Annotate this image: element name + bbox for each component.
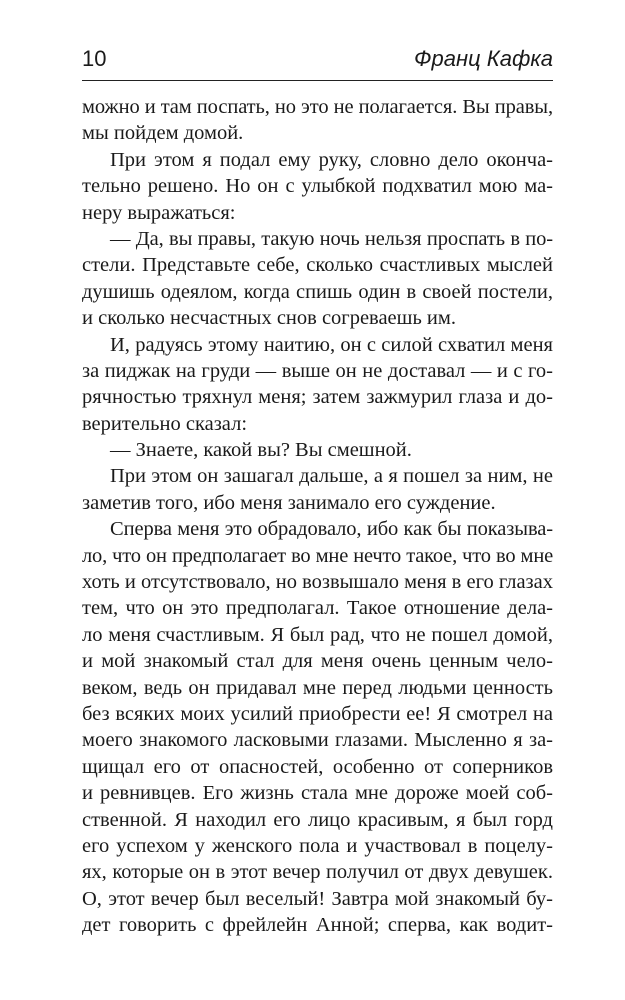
- text-line: щищал его от опасностей, особенно от соперников: [82, 755, 553, 778]
- text-line: моего знакомого ласковыми глазами. Мысленно я за-: [82, 729, 553, 752]
- text-line: неру выражаться:: [82, 201, 236, 224]
- text-line: ственной. Я находил его лицо красивым, я был горд: [82, 808, 553, 831]
- page-number: 10: [82, 46, 107, 71]
- text-line: ях, которые он в этот вечер получил от двух девушек.: [82, 861, 553, 884]
- running-head: [82, 44, 553, 78]
- running-head-author: Франц Кафка: [414, 46, 553, 71]
- text-line: хоть и отсутствовало, но возвышало меня в его глазах: [82, 571, 553, 594]
- text-line: дет говорить с фрейлейн Анной; сперва, как водит-: [82, 914, 553, 937]
- text-line: и сколько несчастных снов согреваешь им.: [82, 307, 456, 330]
- text-line: О, этот вечер был веселый! Завтра мой знакомый бу-: [82, 887, 553, 910]
- text-line: — Да, вы правы, такую ночь нельзя проспать в по-: [110, 227, 553, 250]
- text-line: ло, что он предполагает во мне нечто такое, что во мне: [82, 544, 553, 567]
- text-line: ло меня счастливым. Я был рад, что не пошел домой,: [82, 623, 553, 646]
- text-line: веком, ведь он придавал мне перед людьми ценность: [82, 676, 553, 699]
- body-text: [82, 94, 553, 939]
- text-line: душишь одеялом, когда спишь один в своей постели,: [82, 280, 553, 303]
- text-line: тельно решено. Но он с улыбкой подхватил мою ма-: [82, 175, 553, 198]
- text-line: за пиджак на груди — выше он не доставал — и с го-: [82, 359, 553, 382]
- text-line: заметив того, ибо меня занимало его суждение.: [82, 491, 496, 514]
- text-line: — Знаете, какой вы? Вы смешной.: [110, 439, 412, 462]
- text-line: При этом он зашагал дальше, а я пошел за ним, не: [110, 465, 553, 488]
- text-line: При этом я подал ему руку, словно дело оконча-: [110, 148, 553, 171]
- text-line: И, радуясь этому наитию, он с силой схватил меня: [110, 333, 553, 356]
- text-line: и мой знакомый стал для меня очень ценным чело-: [82, 650, 553, 673]
- text-line: Сперва меня это обрадовало, ибо как бы показыва-: [110, 518, 553, 541]
- text-line: тем, что он это предполагал. Такое отношение дела-: [82, 597, 553, 620]
- text-line: можно и там поспать, но это не полагается. Вы правы,: [82, 96, 553, 118]
- text-line: верительно сказал:: [82, 412, 248, 435]
- text-line: без всяких моих усилий приобрести ее! Я смотрел на: [82, 702, 553, 725]
- text-line: рячностью тряхнул меня; затем зажмурил глаза и до-: [82, 386, 553, 409]
- text-line: и ревнивцев. Его жизнь стала мне дороже моей соб-: [82, 782, 553, 805]
- text-line: его успехом у женского пола и участвовал в поцелу-: [82, 834, 553, 857]
- text-line: стели. Представьте себе, сколько счастливых мыслей: [82, 254, 553, 277]
- header-rule: [82, 80, 553, 81]
- text-line: мы пойдем домой.: [82, 122, 244, 145]
